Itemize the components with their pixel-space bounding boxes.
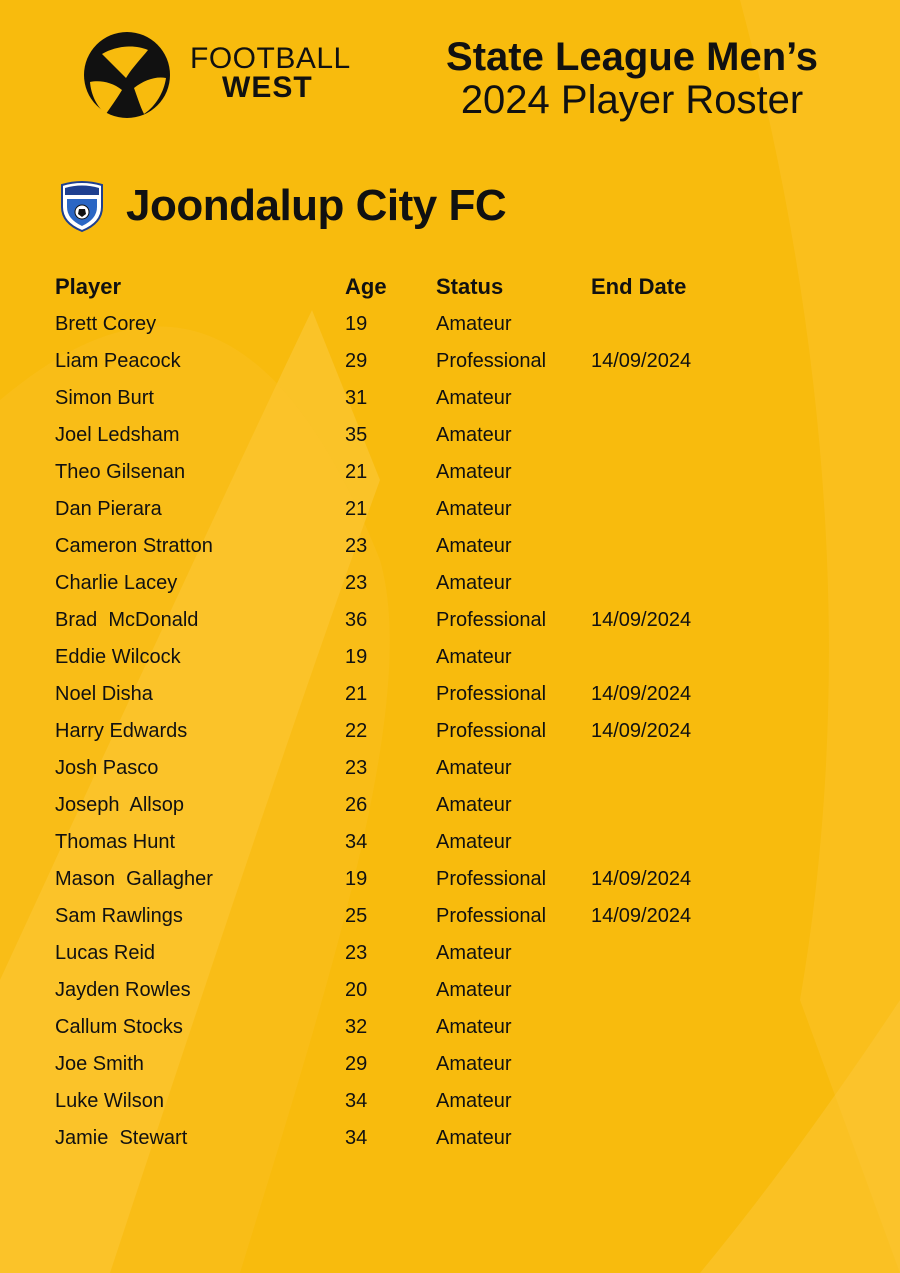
cell-player: Theo Gilsenan bbox=[55, 461, 186, 483]
cell-status: Amateur bbox=[436, 1016, 512, 1038]
table-row bbox=[55, 1083, 855, 1120]
cell-status: Amateur bbox=[436, 1090, 512, 1112]
cell-status: Amateur bbox=[436, 535, 512, 557]
cell-status: Amateur bbox=[436, 387, 512, 409]
cell-player: Joseph Allsop bbox=[55, 794, 184, 816]
cell-end-date: 14/09/2024 bbox=[591, 905, 692, 927]
cell-player: Charlie Lacey bbox=[55, 572, 178, 594]
header-age: Age bbox=[345, 274, 387, 299]
cell-player: Harry Edwards bbox=[55, 720, 188, 742]
table-row bbox=[55, 639, 855, 676]
cell-age: 22 bbox=[345, 720, 368, 742]
roster-table bbox=[55, 268, 855, 1157]
cell-age: 23 bbox=[345, 535, 368, 557]
cell-age: 21 bbox=[345, 461, 368, 483]
cell-status: Professional bbox=[436, 683, 547, 705]
cell-status: Amateur bbox=[436, 757, 512, 779]
cell-status: Amateur bbox=[436, 942, 512, 964]
cell-end-date: 14/09/2024 bbox=[591, 350, 692, 372]
table-row bbox=[55, 972, 855, 1009]
table-row bbox=[55, 565, 855, 602]
table-row bbox=[55, 1046, 855, 1083]
cell-age: 19 bbox=[345, 313, 368, 335]
cell-end-date: 14/09/2024 bbox=[591, 683, 692, 705]
table-body bbox=[55, 306, 855, 1157]
club-name: Joondalup City FC bbox=[126, 181, 507, 230]
cell-status: Professional bbox=[436, 350, 547, 372]
brand-wordmark bbox=[190, 44, 351, 103]
table-row bbox=[55, 676, 855, 713]
cell-status: Amateur bbox=[436, 424, 512, 446]
cell-status: Amateur bbox=[436, 831, 512, 853]
cell-player: Sam Rawlings bbox=[55, 905, 183, 927]
cell-status: Amateur bbox=[436, 572, 512, 594]
cell-status: Professional bbox=[436, 905, 547, 927]
cell-player: Eddie Wilcock bbox=[55, 646, 181, 668]
title-line1: State League Men’s bbox=[446, 35, 818, 79]
table-row bbox=[55, 824, 855, 861]
cell-status: Professional bbox=[436, 609, 547, 631]
cell-status: Amateur bbox=[436, 313, 512, 335]
brand-line2: WEST bbox=[222, 71, 313, 104]
cell-player: Simon Burt bbox=[55, 387, 154, 409]
cell-age: 29 bbox=[345, 350, 368, 372]
cell-player: Noel Disha bbox=[55, 683, 153, 705]
cell-status: Amateur bbox=[436, 1127, 512, 1149]
cell-player: Brad McDonald bbox=[55, 609, 199, 631]
cell-age: 20 bbox=[345, 979, 368, 1001]
table-row bbox=[55, 417, 855, 454]
cell-age: 34 bbox=[345, 831, 368, 853]
cell-player: Liam Peacock bbox=[55, 350, 181, 372]
table-row bbox=[55, 602, 855, 639]
cell-age: 34 bbox=[345, 1090, 368, 1112]
cell-player: Mason Gallagher bbox=[55, 868, 213, 890]
table-row bbox=[55, 380, 855, 417]
page-title bbox=[446, 36, 818, 122]
cell-age: 25 bbox=[345, 905, 368, 927]
cell-age: 29 bbox=[345, 1053, 368, 1075]
table-row bbox=[55, 343, 855, 380]
cell-age: 19 bbox=[345, 646, 368, 668]
header-end-date: End Date bbox=[591, 274, 687, 299]
header-status: Status bbox=[436, 274, 504, 299]
cell-age: 32 bbox=[345, 1016, 368, 1038]
cell-age: 26 bbox=[345, 794, 368, 816]
cell-end-date: 14/09/2024 bbox=[591, 609, 692, 631]
cell-age: 36 bbox=[345, 609, 368, 631]
football-west-ball-icon bbox=[82, 30, 172, 120]
cell-age: 19 bbox=[345, 868, 368, 890]
cell-player: Luke Wilson bbox=[55, 1090, 164, 1112]
cell-status: Professional bbox=[436, 720, 547, 742]
page-header bbox=[0, 0, 900, 150]
cell-status: Amateur bbox=[436, 498, 512, 520]
cell-player: Dan Pierara bbox=[55, 498, 162, 520]
cell-status: Amateur bbox=[436, 646, 512, 668]
cell-status: Professional bbox=[436, 868, 547, 890]
cell-age: 31 bbox=[345, 387, 368, 409]
cell-age: 21 bbox=[345, 498, 368, 520]
cell-age: 34 bbox=[345, 1127, 368, 1149]
cell-player: Jayden Rowles bbox=[55, 979, 191, 1001]
cell-status: Amateur bbox=[436, 979, 512, 1001]
cell-end-date: 14/09/2024 bbox=[591, 868, 692, 890]
table-row bbox=[55, 454, 855, 491]
cell-status: Amateur bbox=[436, 461, 512, 483]
cell-age: 23 bbox=[345, 572, 368, 594]
cell-player: Jamie Stewart bbox=[55, 1127, 188, 1149]
cell-age: 21 bbox=[345, 683, 368, 705]
cell-player: Joel Ledsham bbox=[55, 424, 180, 446]
cell-player: Josh Pasco bbox=[55, 757, 159, 779]
table-row bbox=[55, 1120, 855, 1157]
table-row bbox=[55, 935, 855, 972]
cell-age: 23 bbox=[345, 942, 368, 964]
table-row bbox=[55, 750, 855, 787]
table-row bbox=[55, 787, 855, 824]
cell-player: Brett Corey bbox=[55, 313, 157, 335]
cell-end-date: 14/09/2024 bbox=[591, 720, 692, 742]
cell-age: 35 bbox=[345, 424, 368, 446]
table-row bbox=[55, 1009, 855, 1046]
cell-player: Joe Smith bbox=[55, 1053, 144, 1075]
table-row bbox=[55, 528, 855, 565]
cell-status: Amateur bbox=[436, 794, 512, 816]
cell-age: 23 bbox=[345, 757, 368, 779]
club-heading bbox=[60, 178, 506, 234]
cell-player: Thomas Hunt bbox=[55, 831, 176, 853]
table-row bbox=[55, 861, 855, 898]
title-line2: 2024 Player Roster bbox=[460, 78, 804, 123]
table-row bbox=[55, 713, 855, 750]
joondalup-city-crest-icon bbox=[60, 179, 104, 233]
cell-player: Lucas Reid bbox=[55, 942, 156, 964]
brand-line1: FOOTBALL bbox=[190, 42, 351, 75]
cell-player: Cameron Stratton bbox=[55, 535, 213, 557]
table-row bbox=[55, 306, 855, 343]
table-row bbox=[55, 491, 855, 528]
cell-status: Amateur bbox=[436, 1053, 512, 1075]
table-row bbox=[55, 898, 855, 935]
table-header-row bbox=[55, 268, 855, 306]
cell-player: Callum Stocks bbox=[55, 1016, 183, 1038]
header-player: Player bbox=[55, 274, 122, 299]
